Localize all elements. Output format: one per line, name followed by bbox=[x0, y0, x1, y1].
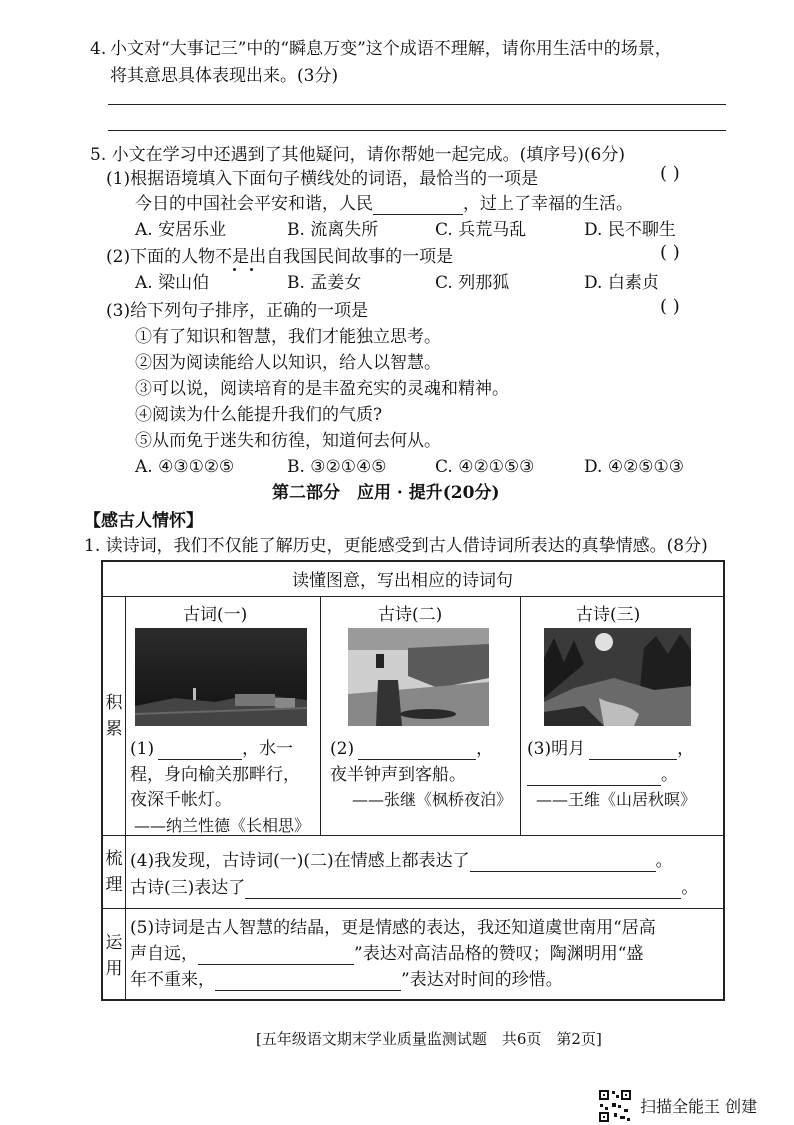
q5-sub1-option-a: A. 安居乐业 bbox=[135, 220, 227, 240]
table-header: 读懂图意，写出相应的诗词句 bbox=[292, 571, 513, 591]
q5-sub1-answer-paren[interactable]: ( ) bbox=[660, 163, 680, 184]
poem3-title: 古诗(三) bbox=[576, 605, 641, 625]
q4-table-line-a bbox=[130, 850, 673, 872]
scanner-watermark: 扫描全能王 创建 bbox=[640, 1097, 758, 1116]
q4-table-text-b: 古诗(三)表达了 bbox=[130, 878, 246, 898]
q4-table-blank-b[interactable] bbox=[245, 881, 681, 899]
poem-column-divider bbox=[520, 596, 521, 835]
q4-answer-line-1[interactable] bbox=[108, 104, 726, 105]
q5-sub1-option-c: C. 兵荒马乱 bbox=[435, 220, 527, 240]
qr-code-icon bbox=[598, 1089, 632, 1123]
page-footer: [五年级语文期末学业质量监测试题 共6页 第2页] bbox=[256, 1030, 602, 1048]
poem3-blank-1[interactable] bbox=[589, 742, 677, 760]
q4-table-text-a: (4)我发现，古诗词(一)(二)在情感上都表达了 bbox=[130, 851, 470, 871]
q5-table-blank-2[interactable] bbox=[215, 973, 401, 991]
q5-sub3-sentence-5: ⑤从而免于迷失和彷徨，知道何去何从。 bbox=[135, 431, 441, 451]
poem3-line2-end: 。 bbox=[661, 765, 678, 785]
q4-number: 4. bbox=[90, 39, 107, 59]
q5-sub2-option-b: B. 孟姜女 bbox=[287, 273, 362, 293]
q5-table-blank-1[interactable] bbox=[198, 947, 354, 965]
q5-sub1-sentence bbox=[135, 193, 633, 215]
q5-sub1-prompt: (1)根据语境填入下面句子横线处的词语，最恰当的一项是 bbox=[106, 169, 539, 189]
poem1-author: ——纳兰性德《长相思》 bbox=[134, 816, 311, 835]
poem3-author: ——王维《山居秋暝》 bbox=[536, 790, 697, 809]
q5-sub2-prompt: (2)下面的人物不是出自我国民间故事的一项是 bbox=[106, 247, 454, 267]
poem2-line2: 夜半钟声到客船。 bbox=[330, 765, 466, 785]
part2-q1: 1. 读诗词，我们不仅能了解历史，更能感受到古人借诗词所表达的真挚情感。(8分) bbox=[84, 536, 708, 556]
q4-text-line1: 小文对“大事记三”中的“瞬息万变”这个成语不理解，请你用生活中的场景， bbox=[110, 39, 672, 59]
q4-table-end-a: 。 bbox=[655, 851, 673, 871]
poem2-title: 古诗(二) bbox=[378, 605, 443, 625]
poem2-line1 bbox=[330, 738, 493, 760]
q5-sub1-option-d: D. 民不聊生 bbox=[584, 220, 676, 240]
sub1-blank[interactable] bbox=[373, 197, 463, 215]
q5-table-line-2 bbox=[130, 943, 643, 965]
q5-table-text-2a: 声自远， bbox=[130, 944, 198, 964]
emphasis-dot bbox=[233, 268, 236, 271]
poem2-river-boat-image bbox=[348, 628, 489, 726]
q5-sub3-prompt: (3)给下列句子排序，正确的一项是 bbox=[106, 301, 369, 321]
poem2-line1-label: (2) bbox=[330, 739, 355, 759]
poem3-line1-label: (3)明月 bbox=[527, 739, 586, 759]
emphasis-dot bbox=[250, 268, 253, 271]
q5-intro: 5. 小文在学习中还遇到了其他疑问，请你帮她一起完成。(填序号)(6分) bbox=[90, 145, 625, 165]
q4-table-end-b: 。 bbox=[681, 878, 699, 898]
row-divider bbox=[103, 596, 723, 597]
q4-table-blank-a[interactable] bbox=[470, 854, 656, 872]
poem1-title: 古词(一) bbox=[183, 605, 248, 625]
q5-sub3-sentence-3: ③可以说，阅读培育的是丰盈充实的灵魂和精神。 bbox=[135, 379, 509, 399]
section-title: 【感古人情怀】 bbox=[84, 511, 203, 531]
poem1-line1 bbox=[130, 738, 293, 760]
q5-sub3-answer-paren[interactable]: ( ) bbox=[660, 296, 680, 317]
q5-table-text-3b: ”表达对时间的珍惜。 bbox=[401, 970, 563, 990]
row-divider bbox=[103, 908, 723, 909]
poem3-line2 bbox=[527, 764, 678, 786]
q5-table-line-1: (5)诗词是古人智慧的结晶，更是情感的表达，我还知道虞世南用“居高 bbox=[130, 918, 656, 938]
q5-sub3-option-a: A. ④③①②⑤ bbox=[135, 457, 235, 477]
q5-sub3-sentence-1: ①有了知识和智慧，我们才能独立思考。 bbox=[135, 327, 441, 347]
q4-table-line-b bbox=[130, 877, 698, 899]
poem-column-divider bbox=[320, 596, 321, 835]
part2-title: 第二部分 应用 · 提升(20分) bbox=[272, 483, 500, 503]
poem1-line1-end: ，水一 bbox=[242, 739, 294, 759]
q5-sub3-sentence-2: ②因为阅读能给人以知识，给人以智慧。 bbox=[135, 353, 441, 373]
q5-sub3-option-d: D. ④②⑤①③ bbox=[584, 457, 685, 477]
poem1-night-camp-image bbox=[135, 628, 307, 726]
poem1-line3: 夜深千帐灯。 bbox=[130, 790, 232, 810]
poem1-line1-label: (1) bbox=[130, 739, 155, 759]
q5-sub2-answer-paren[interactable]: ( ) bbox=[660, 242, 680, 263]
q5-sub3-option-c: C. ④②①⑤③ bbox=[435, 457, 535, 477]
label-column-divider bbox=[125, 596, 126, 999]
poem2-author: ——张继《枫桥夜泊》 bbox=[352, 790, 513, 809]
q4-answer-line-2[interactable] bbox=[108, 130, 726, 131]
q4-text-line2: 将其意思具体表现出来。(3分) bbox=[110, 66, 339, 86]
row-label-apply: 运 用 bbox=[105, 933, 123, 979]
poem3-line1-end: ， bbox=[677, 739, 695, 759]
q5-sub3-option-b: B. ③②①④⑤ bbox=[287, 457, 387, 477]
poem1-line2: 程，身向榆关那畔行， bbox=[130, 765, 300, 785]
row-label-accumulate: 积 累 bbox=[105, 693, 123, 739]
row-label-organize: 梳 理 bbox=[105, 849, 123, 895]
sentence-part-a: 今日的中国社会平安和谐，人民 bbox=[135, 194, 373, 214]
sentence-part-b: ，过上了幸福的生活。 bbox=[463, 194, 633, 214]
q5-sub1-option-b: B. 流离失所 bbox=[287, 220, 379, 240]
q5-sub2-option-c: C. 列那狐 bbox=[435, 273, 510, 293]
poem3-line1 bbox=[527, 738, 694, 760]
poem3-mountain-moon-image bbox=[544, 628, 691, 726]
poem2-line1-end: ， bbox=[476, 739, 494, 759]
q5-sub2-option-d: D. 白素贞 bbox=[584, 273, 659, 293]
poem1-blank[interactable] bbox=[158, 742, 242, 760]
q5-table-line-3 bbox=[130, 969, 563, 991]
poem2-blank[interactable] bbox=[358, 742, 476, 760]
q5-sub3-sentence-4: ④阅读为什么能提升我们的气质? bbox=[135, 405, 383, 425]
q5-sub2-option-a: A. 梁山伯 bbox=[135, 273, 210, 293]
q5-table-text-2b: ”表达对高洁品格的赞叹；陶渊明用“盛 bbox=[354, 944, 644, 964]
poem3-blank-2[interactable] bbox=[527, 768, 661, 786]
q5-table-text-3a: 年不重来， bbox=[130, 970, 215, 990]
